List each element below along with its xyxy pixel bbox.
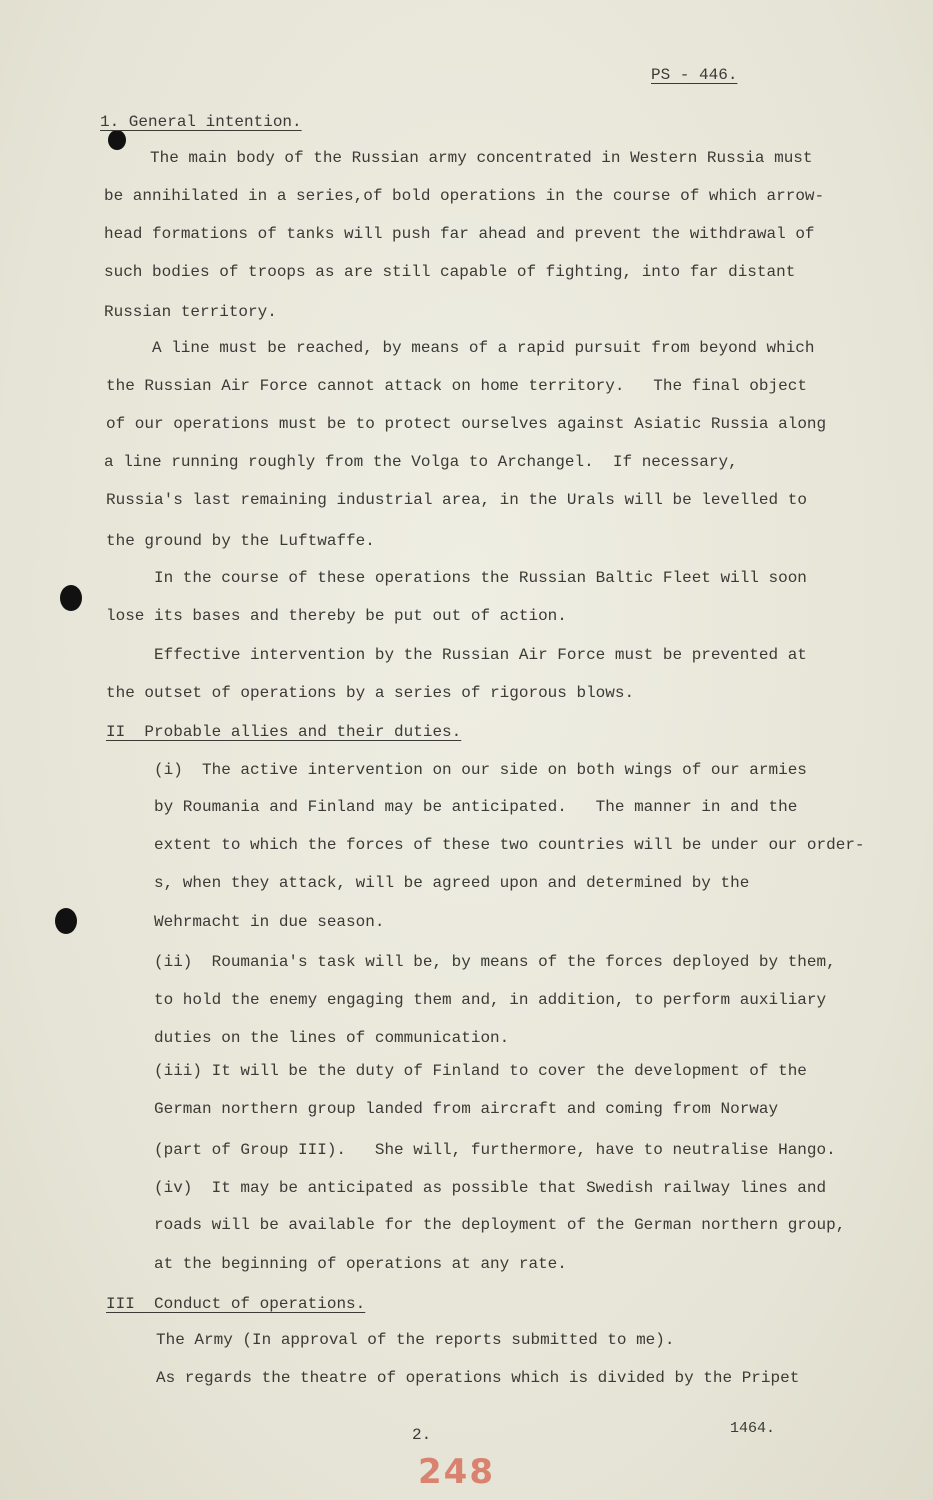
text-line: The Army (In approval of the reports submitted to me). [156,1331,675,1349]
punch-hole [55,908,77,934]
text-line: lose its bases and thereby be put out of action. [106,607,567,625]
text-line: a line running roughly from the Volga to Archangel. If necessary, [104,453,738,471]
text-line: Russia's last remaining industrial area, in the Urals will be levelled to [106,491,807,509]
text-line: be annihilated in a series,of bold operations in the course of which arrow- [104,187,825,205]
punch-hole [60,585,82,611]
text-line: head formations of tanks will push far ahead and prevent the withdrawal of [104,225,815,243]
text-line: A line must be reached, by means of a rapid pursuit from beyond which [152,339,815,357]
text-line: to hold the enemy engaging them and, in addition, to perform auxiliary [154,991,827,1009]
text-line: (iv) It may be anticipated as possible that Swedish railway lines and [154,1179,827,1197]
text-line: the outset of operations by a series of rigorous blows. [106,684,635,702]
punch-hole [108,130,126,150]
text-line: (iii) It will be the duty of Finland to cover the development of the [154,1062,807,1080]
text-line: duties on the lines of communication. [154,1029,510,1047]
text-line: extent to which the forces of these two countries will be under our order- [154,836,865,854]
text-line: In the course of these operations the Russian Baltic Fleet will soon [154,569,807,587]
text-line: s, when they attack, will be agreed upon and determined by the [154,874,750,892]
text-line: Wehrmacht in due season. [154,913,385,931]
document-reference: PS - 446. [651,66,738,84]
text-line: the ground by the Luftwaffe. [106,532,375,550]
text-line: such bodies of troops as are still capable of fighting, into far distant [104,263,796,281]
stamp-number: 248 [418,1452,495,1492]
text-line: As regards the theatre of operations which is divided by the Pripet [156,1369,800,1387]
page-number: 2. [412,1426,432,1444]
section-heading: 1. General intention. [100,113,302,131]
text-line: Russian territory. [104,303,277,321]
section-heading: II Probable allies and their duties. [106,723,462,741]
text-line: the Russian Air Force cannot attack on home territory. The final object [106,377,807,395]
text-line: roads will be available for the deployment of the German northern group, [154,1216,846,1234]
text-line: at the beginning of operations at any rate. [154,1255,567,1273]
text-line: of our operations must be to protect ourselves against Asiatic Russia along [106,415,827,433]
text-line: German northern group landed from aircraft and coming from Norway [154,1100,779,1118]
text-line: by Roumania and Finland may be anticipated. The manner in and the [154,798,798,816]
section-heading: III Conduct of operations. [106,1295,366,1313]
text-line: (ii) Roumania's task will be, by means of the forces deployed by them, [154,953,836,971]
text-line: (part of Group III). She will, furthermore, have to neutralise Hango. [154,1141,836,1159]
archive-number: 1464. [730,1420,776,1437]
text-line: The main body of the Russian army concentrated in Western Russia must [150,149,813,167]
text-line: (i) The active intervention on our side on both wings of our armies [154,761,807,779]
text-line: Effective intervention by the Russian Air Force must be prevented at [154,646,807,664]
